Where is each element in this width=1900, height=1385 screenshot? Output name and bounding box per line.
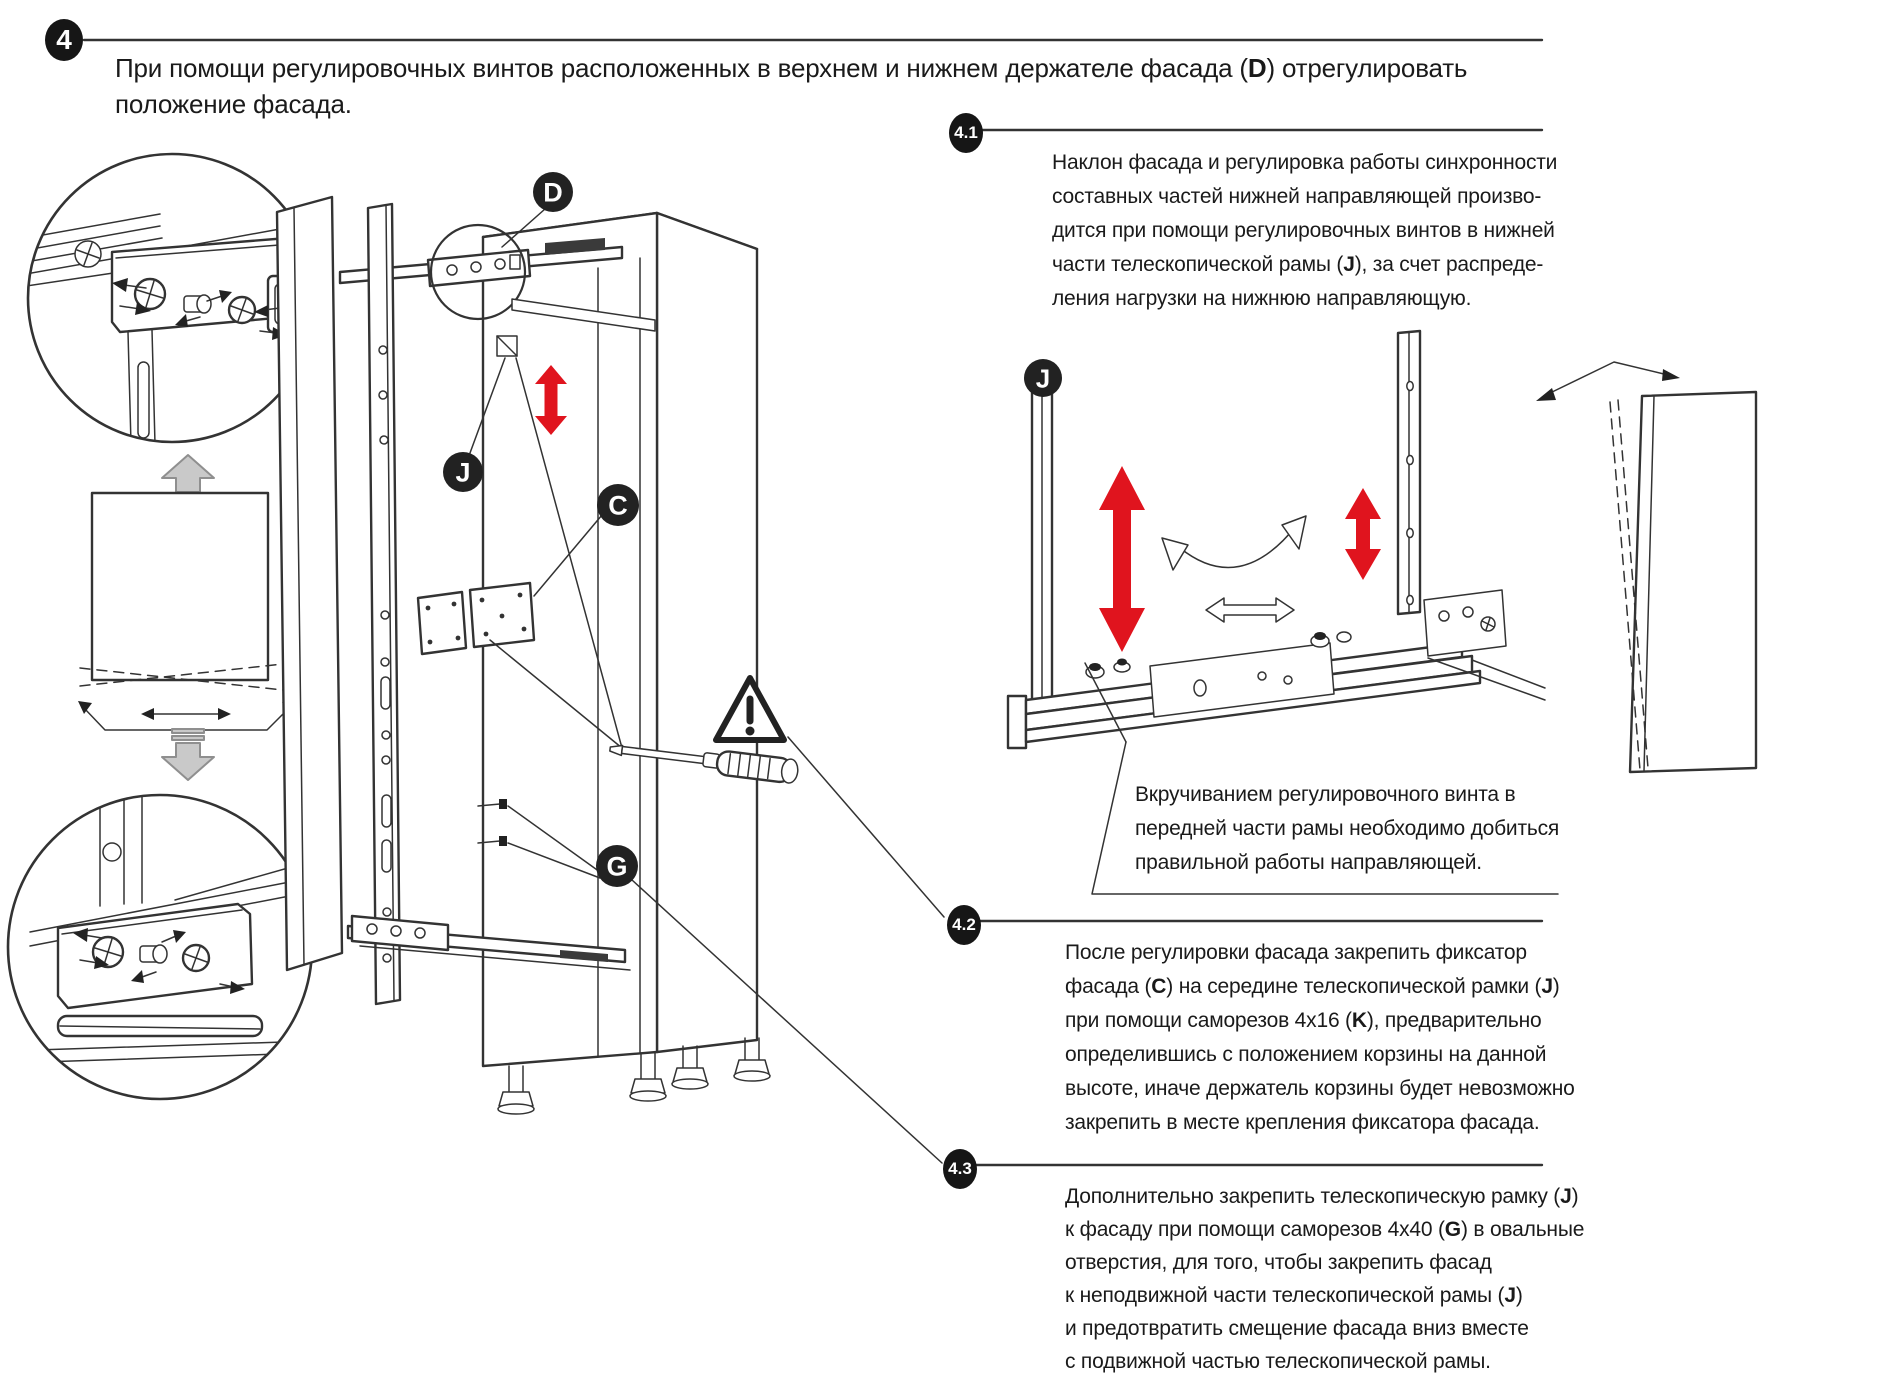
facade-holder-plate-bottom bbox=[58, 904, 252, 1008]
text-line: дится при помощи регулировочных винтов в нижней bbox=[1052, 219, 1555, 242]
text-line: определившись с положением корзины на данной bbox=[1065, 1043, 1547, 1066]
tilt-arc-arrow-icon bbox=[1162, 516, 1306, 570]
part-label-c: C bbox=[608, 490, 628, 521]
step-badge-4-3-label: 4.3 bbox=[948, 1159, 972, 1178]
post-hole bbox=[103, 843, 121, 861]
red-arrow-large-icon bbox=[1099, 466, 1145, 652]
text-line: с подвижной частью телескопической рамы. bbox=[1065, 1350, 1491, 1373]
tilted-facade-panel bbox=[1610, 392, 1756, 772]
step42-instruction-text bbox=[1065, 936, 1575, 1140]
text-line: положение фасада. bbox=[115, 89, 352, 119]
text-line: к фасаду при помощи саморезов 4x40 (G) в овальные bbox=[1065, 1218, 1585, 1241]
text-line: части телескопической рамы (J), за счет распреде- bbox=[1052, 253, 1544, 276]
text-line: высоте, иначе держатель корзины будет невозможно bbox=[1065, 1077, 1575, 1100]
text-line: при помощи саморезов 4x16 (K), предварительно bbox=[1065, 1009, 1542, 1032]
text-line: Наклон фасада и регулировка работы синхронности bbox=[1052, 151, 1558, 174]
top-detail-circle bbox=[26, 154, 318, 444]
step43-instruction-text bbox=[1065, 1180, 1584, 1378]
facade-panel-front-view bbox=[92, 493, 268, 680]
text-line: составных частей нижней направляющей произво- bbox=[1052, 185, 1542, 208]
text-line: закрепить в месте крепления фиксатора фасада. bbox=[1065, 1111, 1540, 1134]
step4-instruction-text bbox=[115, 50, 1467, 122]
text-line: передней части рамы необходимо добиться bbox=[1135, 817, 1560, 840]
red-arrow-small-icon bbox=[1345, 488, 1381, 580]
text-line: правильной работы направляющей. bbox=[1135, 851, 1482, 874]
part-label-g: G bbox=[606, 851, 628, 882]
text-line: ления нагрузки на нижнюю направляющую. bbox=[1052, 287, 1472, 310]
adjustment-note-text bbox=[1135, 778, 1559, 880]
step-badge-4 bbox=[45, 19, 83, 61]
bottom-detail-circle bbox=[8, 793, 312, 1099]
cam-peg bbox=[184, 295, 211, 313]
text-line: Дополнительно закрепить телескопическую рамку (J) bbox=[1065, 1185, 1579, 1208]
fig41-illustration bbox=[1008, 331, 1756, 772]
fig41-right-post bbox=[1398, 331, 1420, 614]
step-badge-4-label: 4 bbox=[56, 24, 72, 55]
text-line: После регулировки фасада закрепить фиксатор bbox=[1065, 941, 1527, 964]
fig41-left-post bbox=[1032, 388, 1052, 708]
text-line: и предотвратить смещение фасада вниз вместе bbox=[1065, 1317, 1529, 1340]
step-badge-4-1-label: 4.1 bbox=[954, 123, 978, 142]
step-badge-4-3 bbox=[943, 1149, 977, 1189]
text-line: Вкручиванием регулировочного винта в bbox=[1135, 783, 1516, 806]
facade-holder-plate bbox=[112, 238, 298, 340]
text-line: При помощи регулировочных винтов расположенных в верхнем и нижнем держателе фасада (D) отрегулировать bbox=[115, 53, 1468, 83]
facade-adjust-diagram bbox=[78, 455, 296, 780]
main-cabinet-illustration bbox=[277, 172, 944, 1163]
text-line: фасада (C) на середине телескопической рамки (J) bbox=[1065, 975, 1560, 998]
arrow-down-gray-icon bbox=[162, 729, 214, 780]
text-line: к неподвижной части телескопической рамы (J) bbox=[1065, 1284, 1523, 1307]
telescopic-frame bbox=[368, 204, 400, 1004]
step41-instruction-text bbox=[1052, 146, 1557, 316]
step-badge-4-2 bbox=[947, 905, 981, 945]
step-badge-4-2-label: 4.2 bbox=[952, 915, 976, 934]
tilt-adjust-arrows-icon bbox=[78, 700, 296, 730]
cabinet-back-panel bbox=[277, 197, 342, 970]
horizontal-arrow-icon bbox=[1206, 598, 1294, 622]
text-line: отверстия, для того, чтобы закрепить фасад bbox=[1065, 1251, 1492, 1274]
part-label-j41: J bbox=[1035, 363, 1051, 394]
part-label-d: D bbox=[543, 177, 563, 208]
screw-icon bbox=[75, 241, 101, 267]
step-badge-4-1 bbox=[949, 113, 983, 153]
part-label-j: J bbox=[455, 457, 471, 488]
